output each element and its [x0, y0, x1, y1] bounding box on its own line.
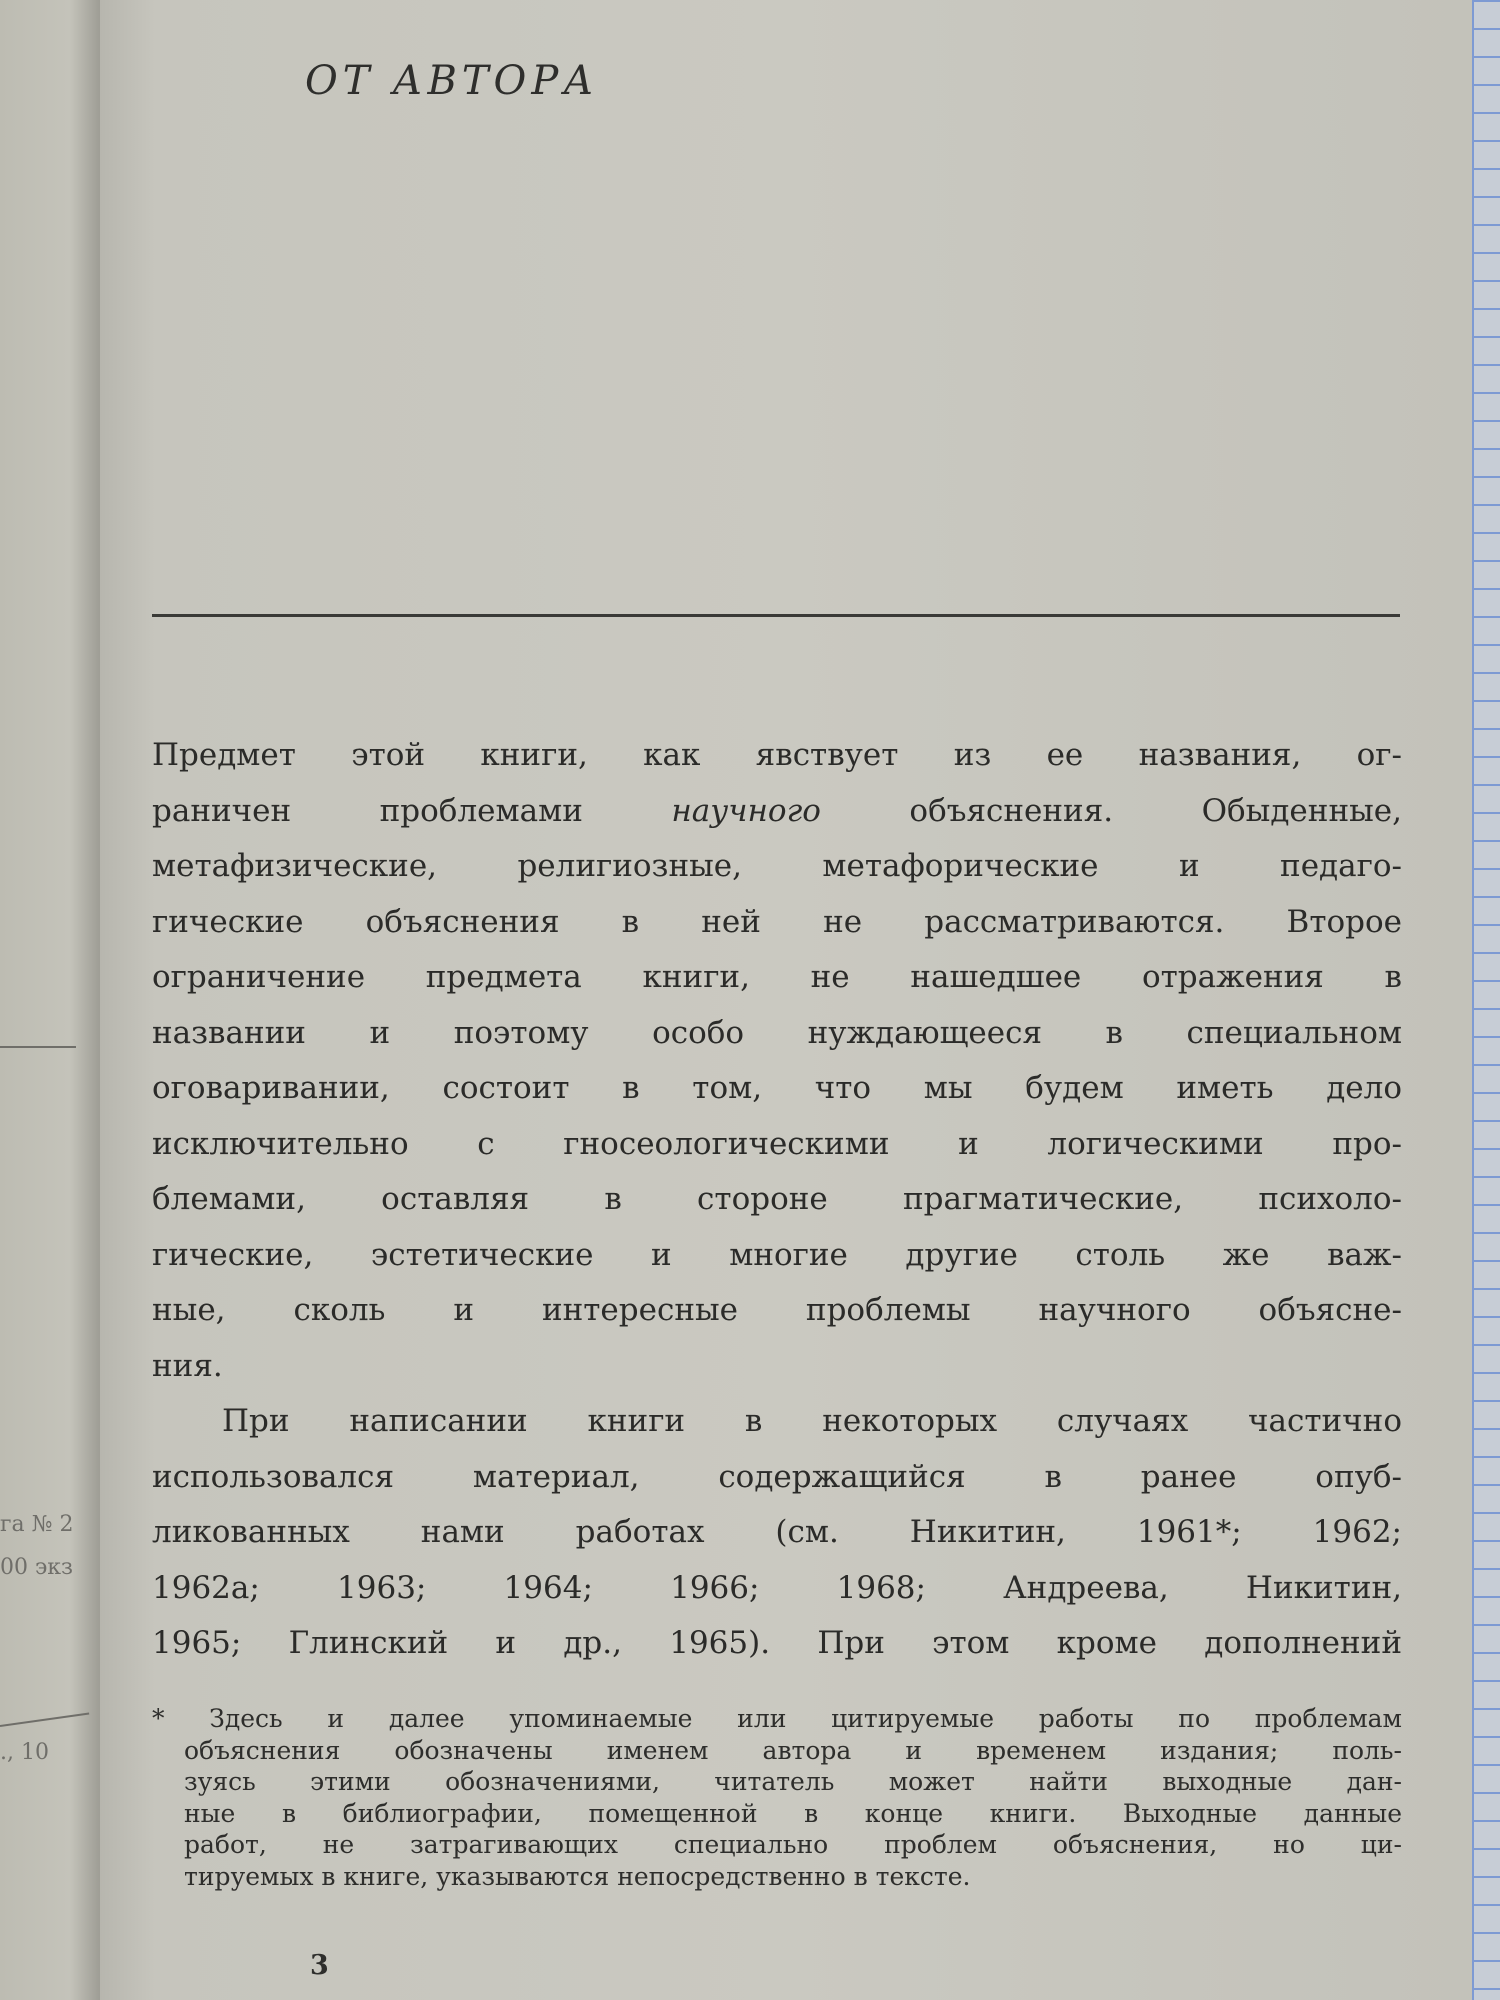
text-line — [152, 1394, 1402, 1450]
text-line — [152, 1505, 1402, 1561]
text-segment: Предмет этой книги, как явствует из ее названия, ог- — [152, 737, 1402, 773]
text-line — [152, 895, 1402, 951]
text-segment: метафизические, религиозные, метафорические и педаго- — [152, 848, 1402, 884]
left-page-edge — [0, 0, 100, 2000]
footnote — [152, 1703, 1402, 1892]
footnote-line: работ, не затрагивающих специально проблем объяснения, но ци- — [184, 1830, 1402, 1859]
left-page-rule — [0, 1712, 89, 1727]
text-line — [152, 1339, 1402, 1395]
footnote-line: тируемых в книге, указываются непосредственно в тексте. — [184, 1861, 971, 1891]
text-segment: ные, сколь и интересные проблемы научного объясне- — [152, 1292, 1402, 1328]
left-page-rule — [0, 1046, 76, 1048]
text-line — [152, 950, 1402, 1006]
text-segment: ния. — [152, 1347, 223, 1384]
text-line — [152, 1616, 1402, 1672]
text-segment: ограничение предмета книги, не нашедшее отражения в — [152, 959, 1402, 995]
page-number: 3 — [310, 1950, 329, 1981]
text-segment: использовался материал, содержащийся в ранее опуб- — [152, 1458, 1402, 1495]
text-segment: исключительно с гносеологическими и логическими про- — [152, 1125, 1402, 1162]
text-line — [152, 839, 1402, 895]
heading-rule — [152, 614, 1400, 617]
text-segment: блемами, оставляя в стороне прагматические, психоло- — [152, 1181, 1402, 1217]
text-line — [152, 1450, 1402, 1506]
text-segment: гические объяснения в ней не рассматриваются. Второе — [152, 903, 1402, 940]
italic-text: научного — [671, 792, 821, 829]
book-page — [100, 0, 1472, 2000]
text-line — [152, 1228, 1402, 1284]
left-page-fragment: 00 экз — [0, 1555, 74, 1580]
graph-paper-edge — [1472, 0, 1500, 2000]
footnote-line: * Здесь и далее упоминаемые или цитируемые работы по проблемам — [152, 1704, 1402, 1733]
text-segment: ликованных нами работах (см. Никитин, 1961*; 1962; — [152, 1514, 1402, 1550]
text-segment: 1962а; 1963; 1964; 1966; 1968; Андреева, Никитин, — [152, 1569, 1402, 1606]
text-line — [152, 728, 1402, 784]
text-segment: объяснения. Обыденные, — [820, 792, 1402, 829]
text-line — [152, 784, 1402, 840]
text-line — [152, 1117, 1402, 1173]
text-segment: раничен проблемами — [152, 792, 672, 829]
text-segment: названии и поэтому особо нуждающееся в специальном — [152, 1014, 1402, 1051]
text-segment: оговаривании, состоит в том, что мы будем иметь дело — [152, 1070, 1402, 1106]
footnote-line: зуясь этими обозначениями, читатель может найти выходные дан- — [184, 1767, 1402, 1796]
text-segment: 1965; Глинский и др., 1965). При этом кроме дополнений — [152, 1625, 1402, 1661]
text-line — [152, 1172, 1402, 1228]
footnote-line: объяснения обозначены именем автора и временем издания; поль- — [184, 1735, 1402, 1765]
text-line — [152, 1561, 1402, 1617]
text-line — [152, 1283, 1402, 1339]
left-page-fragment: ., 10 — [0, 1740, 49, 1765]
text-line — [152, 1006, 1402, 1062]
text-segment: При написании книги в некоторых случаях частично — [222, 1403, 1402, 1439]
paragraph-1 — [152, 728, 1402, 1394]
left-page-fragment: га № 2 — [0, 1512, 74, 1537]
text-line — [152, 1061, 1402, 1117]
paragraph-2 — [152, 1394, 1402, 1672]
footnote-line: ные в библиографии, помещенной в конце книги. Выходные данные — [184, 1798, 1402, 1828]
chapter-heading: ОТ АВТОРА — [305, 58, 599, 104]
text-segment: гические, эстетические и многие другие столь же важ- — [152, 1236, 1402, 1273]
